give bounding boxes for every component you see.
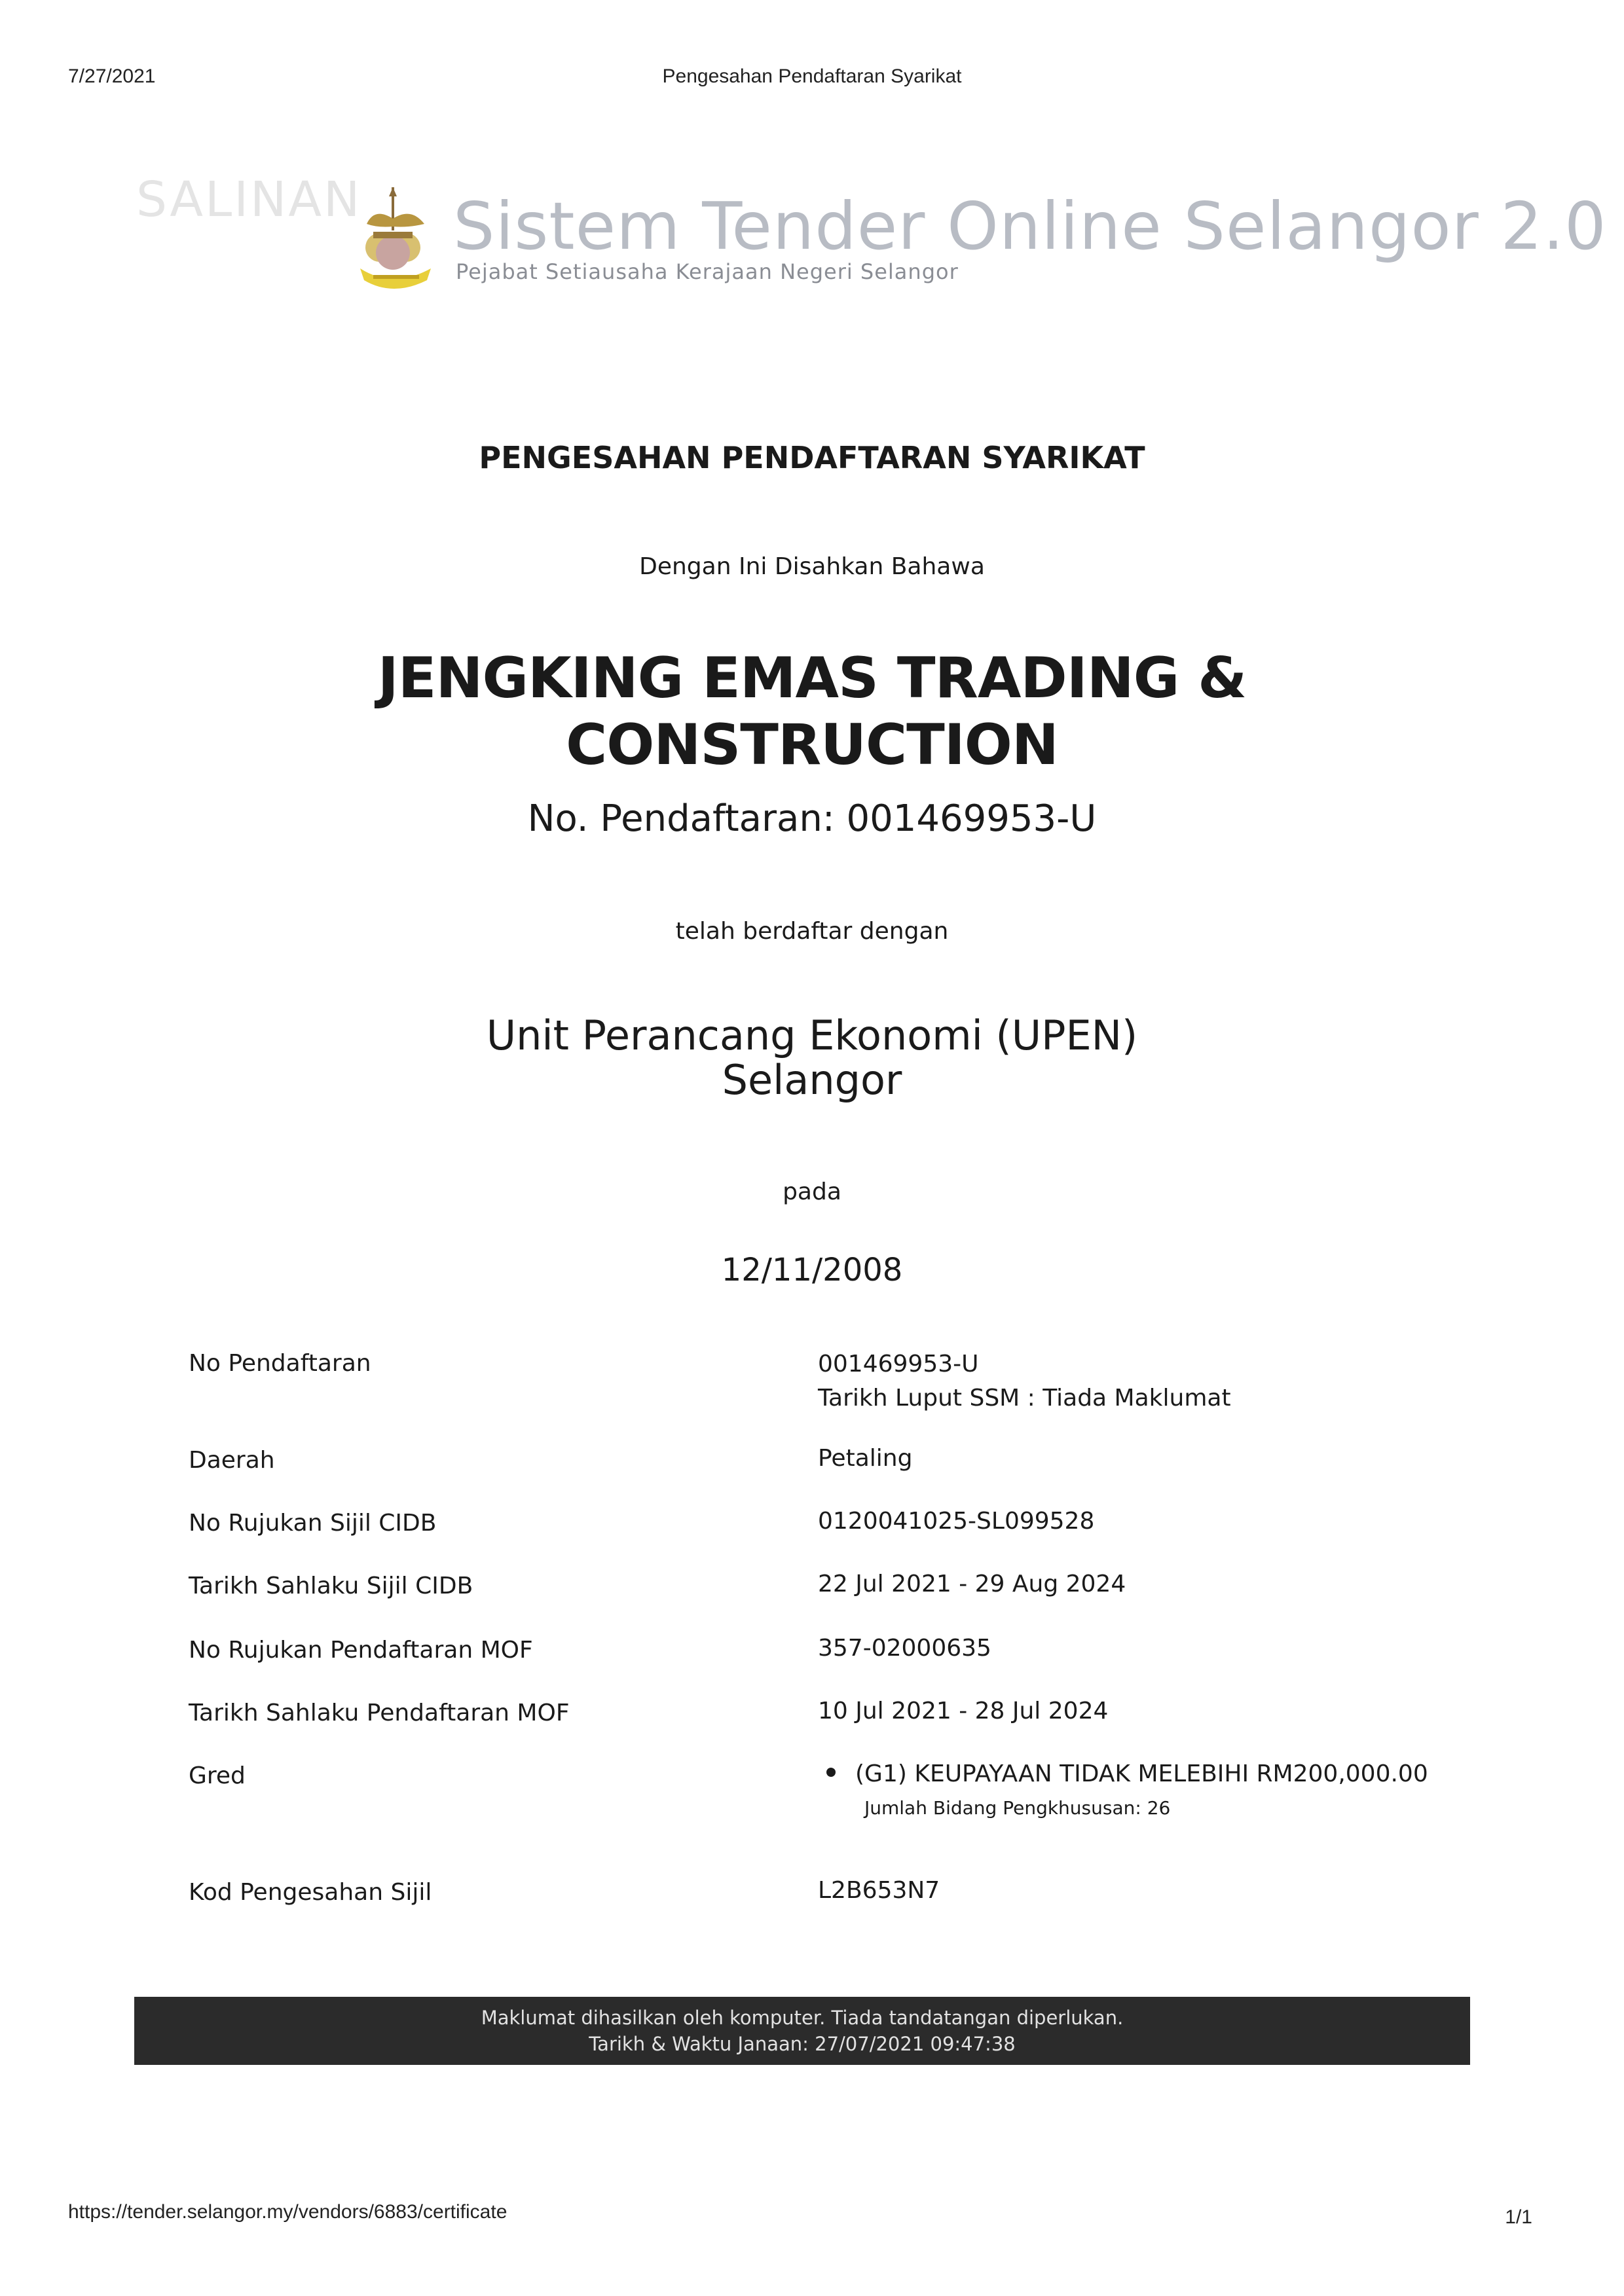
gred-list-item [826,1757,1428,1791]
detail-label-cidb-validity: Tarikh Sahlaku Sijil CIDB [189,1573,473,1599]
detail-label-mof-ref: No Rujukan Pendaftaran MOF [189,1637,533,1664]
no-pendaftaran-value: 001469953-U [818,1351,979,1377]
agency-name-line-1: Unit Perancang Ekonomi (UPEN) [486,1011,1138,1059]
detail-label-cidb-ref: No Rujukan Sijil CIDB [189,1510,437,1537]
agency-name-line-2: Selangor [722,1056,902,1104]
certificate-title: PENGESAHAN PENDAFTARAN SYARIKAT [479,440,1145,475]
company-name [0,645,1624,778]
print-header-date: 7/27/2021 [68,65,156,87]
banner-line-2: Tarikh & Waktu Janaan: 27/07/2021 09:47:38 [589,2033,1016,2055]
detail-value-gred [826,1757,1428,1825]
detail-label-mof-validity: Tarikh Sahlaku Pendaftaran MOF [189,1700,570,1726]
detail-value-no-pendaftaran [818,1347,1231,1415]
registered-with-text: telah berdaftar dengan [675,918,949,945]
selangor-crest-icon [354,185,443,302]
print-footer-page: 1/1 [1505,2206,1532,2228]
on-label: pada [783,1178,841,1205]
registration-date: 12/11/2008 [721,1252,903,1288]
print-footer-url: https://tender.selangor.my/vendors/6883/certificate [68,2201,507,2223]
detail-value-cidb-ref: 0120041025-SL099528 [818,1508,1095,1535]
detail-value-kod: L2B653N7 [818,1877,940,1904]
specialization-count: Jumlah Bidang Pengkhususan: 26 [864,1797,1171,1819]
generated-notice-banner [134,1997,1470,2065]
detail-label-gred: Gred [189,1762,246,1789]
bullet-icon [826,1768,836,1777]
gred-value: (G1) KEUPAYAAN TIDAK MELEBIHI RM200,000.00 [855,1760,1428,1787]
detail-label-daerah: Daerah [189,1447,275,1474]
detail-value-mof-validity: 10 Jul 2021 - 28 Jul 2024 [818,1698,1109,1724]
detail-label-no-pendaftaran: No Pendaftaran [189,1350,371,1377]
detail-value-daerah: Petaling [818,1445,913,1472]
brand-subtitle: Pejabat Setiausaha Kerajaan Negeri Selangor [456,259,959,284]
certificate-intro: Dengan Ini Disahkan Bahawa [639,553,985,580]
detail-value-cidb-validity: 22 Jul 2021 - 29 Aug 2024 [818,1571,1126,1597]
detail-label-kod: Kod Pengesahan Sijil [189,1879,432,1906]
salinan-watermark: SALINAN [136,172,362,228]
brand-title: Sistem Tender Online Selangor 2.0 [453,188,1607,264]
detail-value-mof-ref: 357-02000635 [818,1635,991,1662]
ssm-expiry-text: Tarikh Luput SSM : Tiada Maklumat [818,1385,1231,1412]
banner-line-1: Maklumat dihasilkan oleh komputer. Tiada tandatangan diperlukan. [481,2007,1124,2029]
registration-number-line: No. Pendaftaran: 001469953-U [527,797,1097,840]
print-header-title: Pengesahan Pendaftaran Syarikat [662,65,962,87]
company-name-line-2: CONSTRUCTION [566,712,1058,778]
agency-name [0,1013,1624,1102]
company-name-line-1: JENGKING EMAS TRADING & [377,646,1247,711]
